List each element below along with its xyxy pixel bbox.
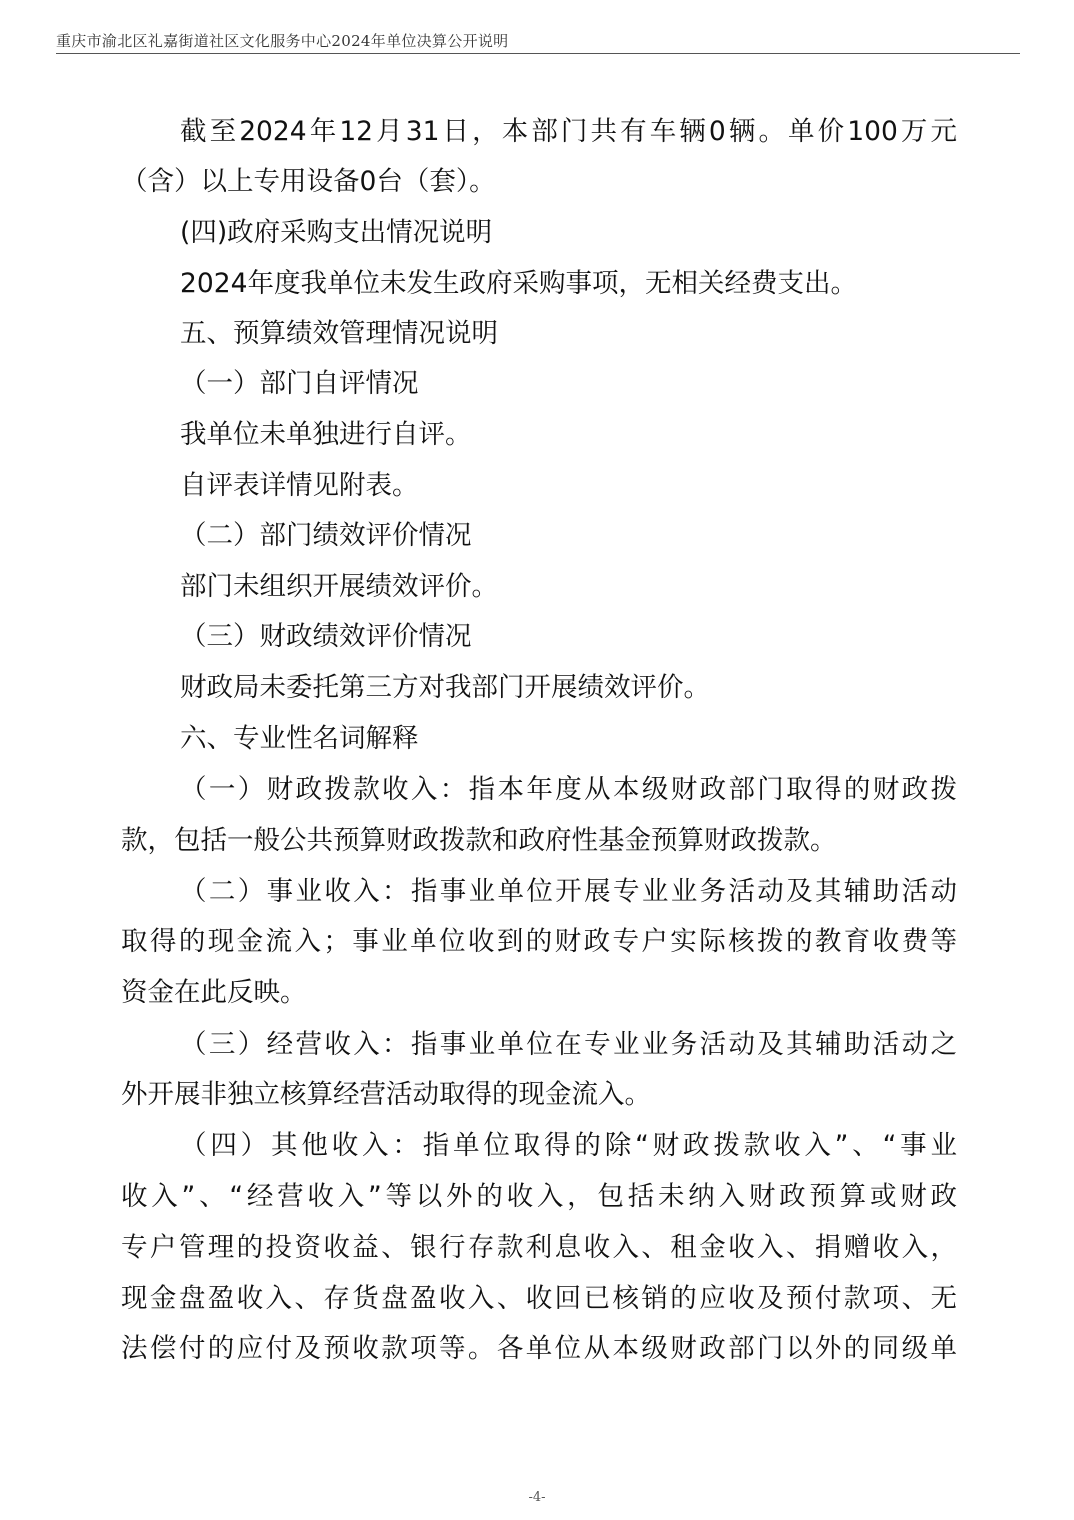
subheading: （一）部门自评情况 bbox=[180, 368, 419, 399]
subheading: （二）部门绩效评价情况 bbox=[180, 520, 472, 551]
paragraph-line: 资金在此反映。 bbox=[121, 977, 307, 1008]
header-divider bbox=[56, 53, 1020, 54]
paragraph-line: 款，包括一般公共预算财政拨款和政府性基金预算财政拨款。 bbox=[121, 825, 837, 856]
paragraph-line: 外开展非独立核算经营活动取得的现金流入。 bbox=[121, 1079, 651, 1110]
paragraph-line: 2024年度我单位未发生政府采购事项，无相关经费支出。 bbox=[180, 268, 857, 299]
paragraph-line: （四）其他收入：指单位取得的除“财政拨款收入”、“事业 bbox=[180, 1130, 957, 1161]
page-number: -4- bbox=[528, 1490, 546, 1505]
paragraph-line: 部门未组织开展绩效评价。 bbox=[180, 571, 498, 602]
paragraph-line: 财政局未委托第三方对我部门开展绩效评价。 bbox=[180, 672, 710, 703]
paragraph-line: 取得的现金流入；事业单位收到的财政专户实际核拨的教育收费等 bbox=[121, 926, 957, 957]
paragraph-line: （一）财政拨款收入：指本年度从本级财政部门取得的财政拨 bbox=[180, 774, 957, 805]
paragraph-line: （二）事业收入：指事业单位开展专业业务活动及其辅助活动 bbox=[180, 876, 957, 907]
subheading: （三）财政绩效评价情况 bbox=[180, 621, 472, 652]
subheading: (四)政府采购支出情况说明 bbox=[180, 217, 493, 248]
section-heading: 五、预算绩效管理情况说明 bbox=[180, 318, 498, 349]
paragraph-line: 截至2024年12月31日，本部门共有车辆0辆。单价100万元 bbox=[180, 116, 957, 147]
paragraph-line: 收入”、“经营收入”等以外的收入，包括未纳入财政预算或财政 bbox=[121, 1181, 957, 1212]
paragraph-line: 现金盘盈收入、存货盘盈收入、收回已核销的应收及预付款项、无 bbox=[121, 1283, 957, 1314]
running-header: 重庆市渝北区礼嘉街道社区文化服务中心2024年单位决算公开说明 bbox=[56, 32, 509, 50]
paragraph-line: 我单位未单独进行自评。 bbox=[180, 419, 472, 450]
paragraph-line: 自评表详情见附表。 bbox=[180, 470, 419, 501]
paragraph-line: 专户管理的投资收益、银行存款利息收入、租金收入、捐赠收入， bbox=[121, 1232, 957, 1263]
paragraph-line: （含）以上专用设备0台（套）。 bbox=[121, 166, 496, 197]
section-heading: 六、专业性名词解释 bbox=[180, 723, 419, 754]
paragraph-line: 法偿付的应付及预收款项等。各单位从本级财政部门以外的同级单 bbox=[121, 1333, 957, 1364]
paragraph-line: （三）经营收入：指事业单位在专业业务活动及其辅助活动之 bbox=[180, 1029, 957, 1060]
